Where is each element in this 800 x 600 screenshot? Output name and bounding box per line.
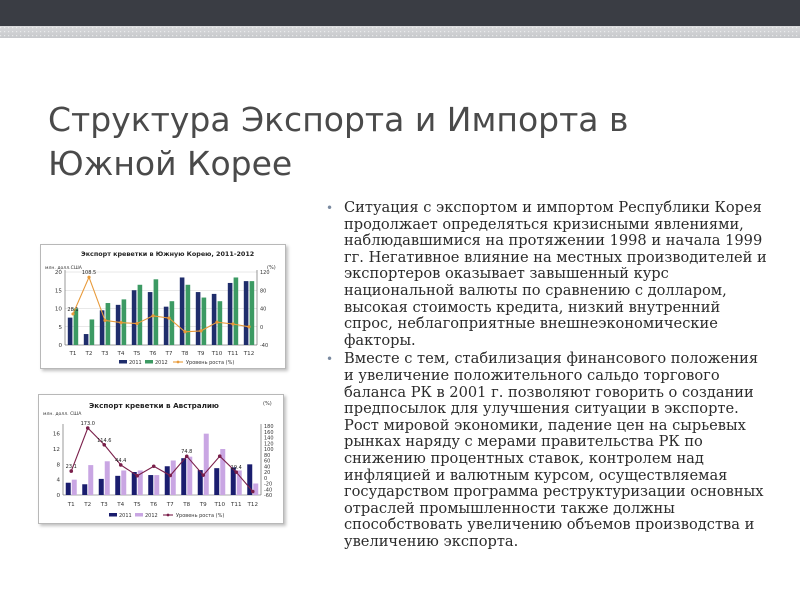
bullet-text: Вместе с тем, стабилизация финансового положения и увеличение положительного сальдо торгового баланса РК в 2001 г. позволяют говорить о создании предпосылок для улучшения ситуации в экспорте. Рост мировой экономики, падение цен на сырьевых рынках наряду с мерами правительства РК по снижению процентных ставок, контролем над инфляцией и валютным курсом, осуществляемая государством программа реструктуризации основных отраслей промышленности также должны способствовать увеличению объемов производства и увеличению экспорта. [344, 350, 764, 550]
y2-tick-label: -60 [264, 493, 273, 499]
legend-marker-growth [167, 514, 170, 517]
bar-2011-T7 [164, 307, 169, 345]
growth-line [73, 277, 249, 332]
bullet-text: Ситуация с экспортом и импортом Республики Корея продолжает определяться кризисными явлениями, наблюдавшимися на протяжении 1998 и начала 1999 гг. Негативное влияние на местных производителей и экспортеров оказывает завышенный курс национальной валюты по сравнению с долларом, высокая стоимость кредита, низкий внутренний спрос, неблагоприятные внешнеэкономические факторы. [344, 199, 767, 349]
x-tick-label: T3 [100, 502, 108, 508]
x-tick-label: T2 [84, 502, 92, 508]
legend-swatch-2011 [119, 360, 127, 364]
growth-point-T10 [215, 321, 218, 324]
y-axis-label: млн. долл. США [43, 412, 82, 417]
x-tick-label: T4 [117, 502, 125, 508]
bar-2012-T5 [138, 285, 143, 345]
growth-point-T5 [135, 474, 139, 478]
bar-2012-T3 [105, 461, 110, 495]
chart-korea-frame [40, 244, 286, 369]
legend-label: 2012 [145, 513, 158, 519]
growth-point-T5 [135, 322, 138, 325]
x-tick-label: T10 [211, 351, 223, 357]
x-tick-label: T5 [133, 351, 141, 357]
y2-tick-label: 20 [264, 470, 271, 476]
growth-point-T11 [231, 322, 234, 325]
legend-label: Уровень роста (%) [176, 513, 225, 519]
x-tick-label: T5 [133, 502, 141, 508]
y2-tick-label: 120 [264, 441, 274, 448]
y-tick-label: 0 [56, 493, 60, 499]
y2-axis-label: (%) [267, 265, 276, 271]
growth-point-T10 [218, 454, 222, 458]
bullet-dot-icon: • [326, 352, 334, 367]
bar-2012-T4 [121, 470, 126, 495]
bar-2011-T9 [196, 292, 201, 345]
bar-2012-T9 [204, 434, 209, 495]
x-tick-label: T11 [230, 502, 242, 508]
bullet-item-1 [324, 200, 772, 349]
legend-label: 2011 [129, 360, 142, 366]
y2-tick-label: -20 [264, 481, 273, 488]
bullet-item-2 [324, 351, 772, 550]
growth-point-T12 [247, 325, 250, 328]
top-dark-bar [0, 0, 800, 26]
x-tick-label: T8 [183, 502, 191, 508]
x-tick-label: T9 [197, 351, 205, 357]
bar-2012-T9 [202, 298, 207, 345]
y2-tick-label: 80 [264, 452, 271, 459]
bullet-dot-icon: • [326, 201, 334, 215]
bar-2011-T4 [116, 305, 121, 345]
bar-2011-T12 [244, 281, 249, 345]
y2-tick-label: 80 [260, 288, 267, 295]
bar-2012-T7 [170, 301, 175, 345]
data-label: 19.4 [230, 465, 242, 472]
y-tick-label: 5 [58, 324, 62, 331]
y-tick-label: 4 [56, 477, 60, 484]
y-tick-label: 15 [54, 288, 62, 295]
growth-point-T9 [199, 329, 202, 332]
bullet-list [324, 200, 772, 552]
legend-swatch-2011 [109, 513, 117, 517]
y2-tick-label: 0 [260, 324, 264, 331]
y2-tick-label: 40 [260, 306, 267, 313]
data-label: 108.5 [81, 270, 97, 277]
data-label: 173.0 [80, 421, 95, 428]
x-tick-label: T9 [199, 502, 207, 508]
stripe-pattern [0, 27, 800, 37]
y-tick-label: 0 [58, 343, 62, 349]
bar-2012-T3 [106, 303, 111, 345]
x-tick-label: T6 [150, 502, 158, 508]
bar-2012-T11 [234, 277, 239, 345]
slide-title: Структура Экспорта и Импорта в Южной Корее [48, 100, 629, 183]
y-tick-label: 12 [52, 447, 60, 453]
legend-label: Уровень роста (%) [186, 360, 235, 366]
y-tick-label: 16 [52, 431, 60, 438]
y2-tick-label: 100 [264, 447, 274, 453]
y2-tick-label: 160 [264, 429, 274, 436]
y2-tick-label: 0 [264, 475, 268, 482]
legend-label: 2011 [119, 513, 132, 519]
y2-tick-label: -40 [260, 343, 269, 349]
x-tick-label: T8 [181, 351, 189, 357]
data-label: 44.4 [115, 457, 127, 464]
chart-australia [39, 395, 283, 523]
bar-2011-T5 [132, 290, 137, 345]
legend-marker-growth [177, 361, 180, 364]
bar-2011-T11 [228, 283, 233, 345]
y-tick-label: 8 [56, 462, 60, 469]
growth-point-T7 [168, 474, 172, 478]
growth-point-T7 [167, 316, 170, 319]
x-tick-label: T6 [149, 351, 157, 357]
bar-2012-T6 [154, 279, 159, 345]
bar-2012-T8 [186, 285, 191, 345]
growth-point-T9 [201, 473, 205, 477]
y2-tick-label: -40 [264, 487, 273, 494]
legend-swatch-2012 [135, 513, 143, 517]
y-tick-label: 20 [54, 270, 62, 276]
bar-2012-T2 [88, 465, 93, 495]
x-tick-label: T7 [165, 351, 173, 357]
x-tick-label: T10 [214, 502, 226, 508]
bar-2011-T2 [84, 334, 89, 345]
legend-swatch-2012 [145, 360, 153, 364]
x-tick-label: T1 [67, 502, 75, 508]
bar-2011-T8 [181, 458, 186, 495]
chart-title: Экспорт креветки в Австралию [89, 401, 219, 410]
bar-2012-T2 [90, 319, 95, 345]
y2-tick-label: 40 [264, 464, 271, 471]
x-tick-label: T3 [101, 351, 109, 357]
x-tick-label: T7 [166, 502, 174, 508]
bar-2011-T7 [165, 466, 170, 495]
y2-tick-label: 140 [264, 435, 274, 442]
data-label: 74.8 [181, 449, 193, 456]
y2-tick-label: 120 [260, 270, 270, 276]
x-tick-label: T4 [117, 351, 125, 357]
bar-2011-T1 [68, 318, 73, 345]
bar-2011-T4 [115, 476, 120, 495]
x-tick-label: T1 [69, 351, 77, 357]
y-tick-label: 10 [54, 306, 62, 313]
y2-axis-label: (%) [263, 401, 272, 407]
growth-point-T4 [119, 321, 122, 324]
bar-2011-T1 [66, 483, 71, 495]
bar-2011-T10 [212, 294, 217, 345]
growth-point-T12 [251, 490, 255, 494]
x-tick-label: T12 [247, 502, 259, 508]
x-tick-label: T11 [227, 351, 239, 357]
growth-point-T6 [152, 464, 156, 468]
chart-title: Экспорт креветки в Южную Корею, 2011-2012 [81, 250, 255, 258]
bar-2011-T8 [180, 277, 185, 345]
bar-2012-T1 [72, 480, 77, 495]
growth-point-T8 [183, 330, 186, 333]
bar-2012-T7 [171, 461, 176, 496]
legend-label: 2012 [155, 360, 168, 366]
chart-australia-frame [38, 394, 284, 524]
bar-2011-T10 [214, 468, 219, 495]
y2-tick-label: 180 [264, 424, 274, 430]
bar-2011-T2 [82, 484, 87, 495]
bar-2012-T12 [253, 484, 258, 496]
y-axis-label: млн. долл.США [45, 266, 82, 271]
growth-point-T3 [103, 319, 106, 322]
x-tick-label: T12 [243, 351, 255, 357]
bar-2012-T12 [250, 281, 255, 345]
data-label: 28.1 [67, 306, 79, 313]
growth-point-T6 [151, 314, 154, 317]
bar-2011-T3 [99, 479, 104, 495]
chart-korea [41, 245, 285, 368]
data-label: 114.6 [97, 437, 112, 444]
y2-tick-label: 60 [264, 458, 271, 465]
data-label: 23.1 [65, 464, 77, 471]
bar-2012-T6 [154, 475, 159, 495]
x-tick-label: T2 [85, 351, 93, 357]
bar-2011-T6 [148, 475, 153, 495]
